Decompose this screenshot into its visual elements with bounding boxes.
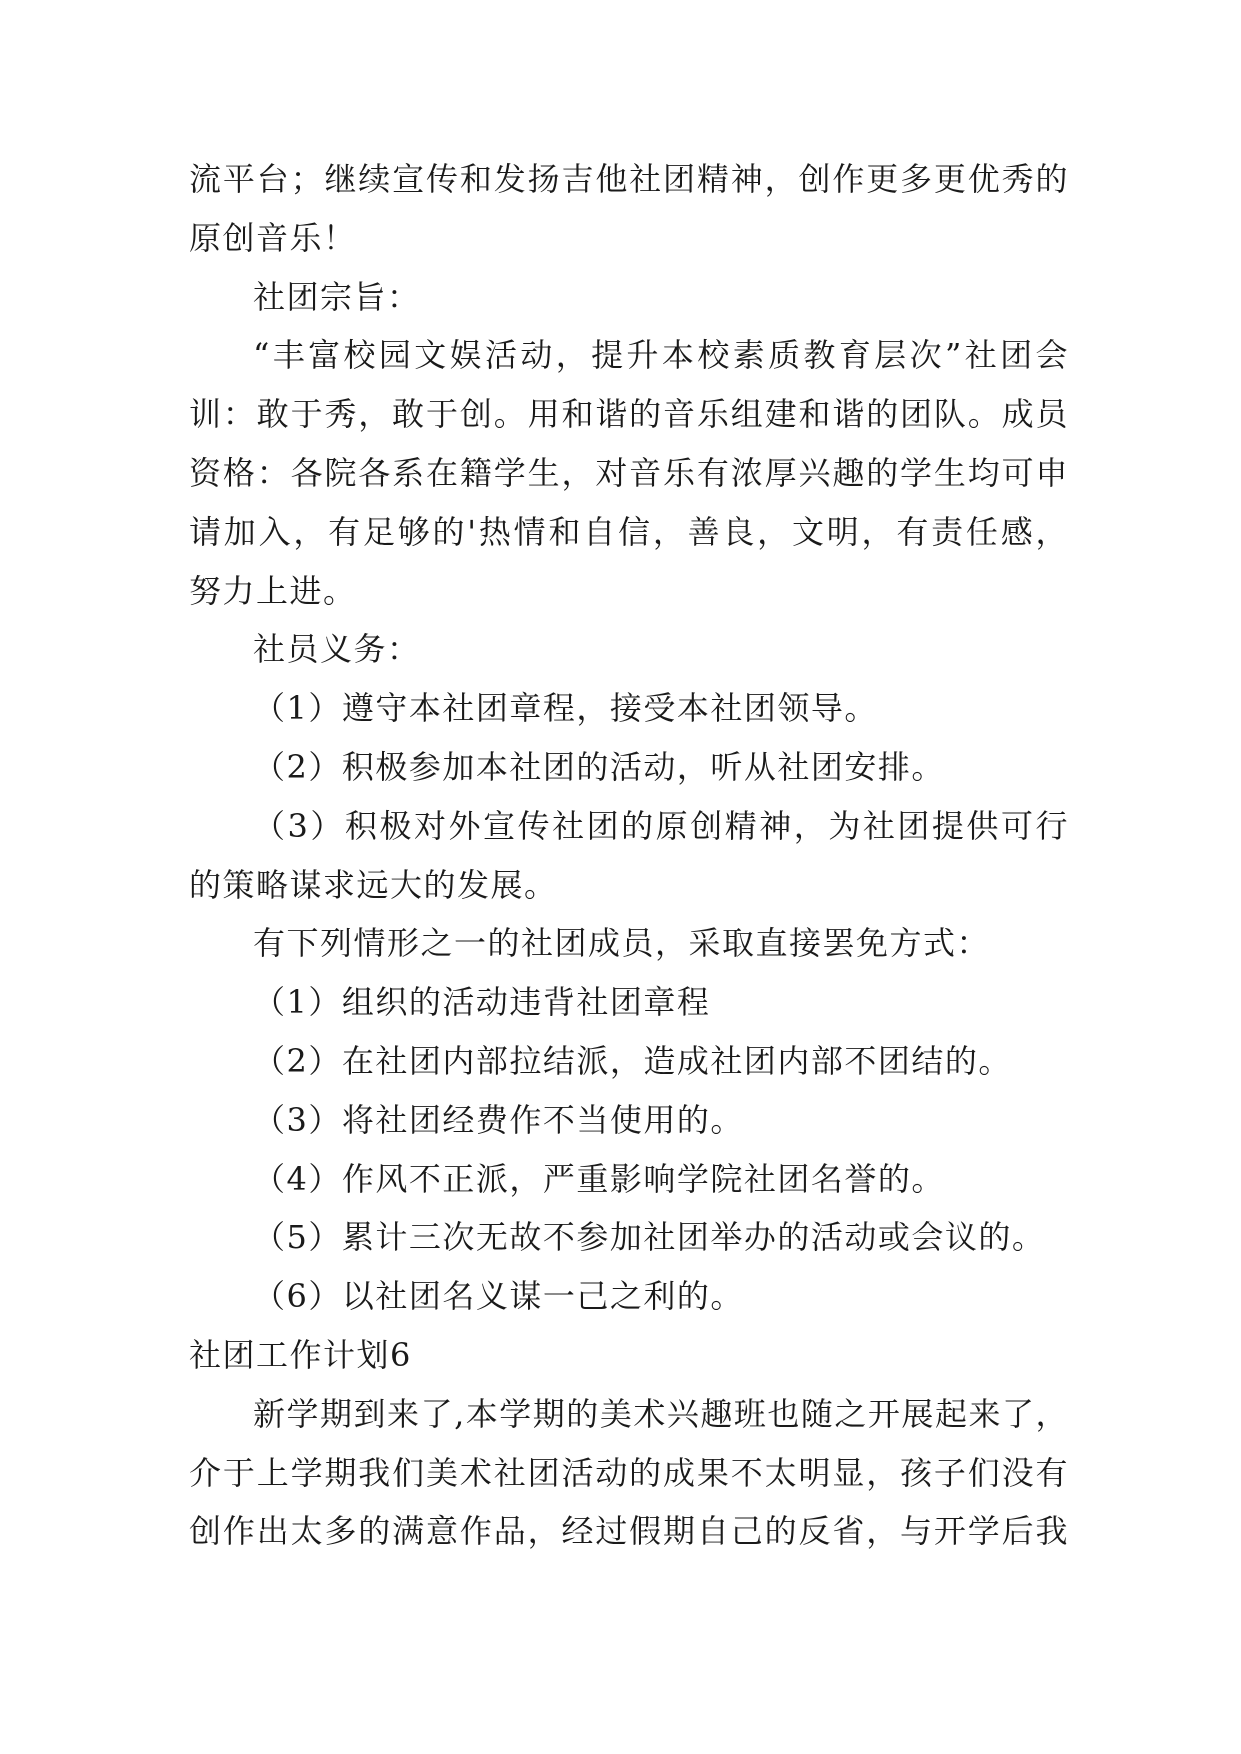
paragraph-line: “丰富校园文娱活动，提升本校素质教育层次”社团会 [253, 336, 1069, 375]
document-body [189, 150, 1069, 1561]
paragraph-line: 的策略谋求远大的发展。 [189, 865, 558, 904]
paragraph-line: 努力上进。 [189, 571, 357, 610]
paragraph-line: 流平台；继续宣传和发扬吉他社团精神，创作更多更优秀的 [189, 160, 1069, 198]
list-item: （1）遵守本社团章程，接受本社团领导。 [253, 689, 878, 728]
list-item: （6）以社团名义谋一己之利的。 [253, 1277, 744, 1316]
paragraph-line: 请加入，有足够的'热情和自信，善良，文明，有责任感， [189, 512, 1069, 551]
list-item: （1）组织的活动违背社团章程 [253, 983, 711, 1022]
paragraph-line: 资格：各院各系在籍学生，对音乐有浓厚兴趣的学生均可申 [189, 453, 1069, 492]
list-item: （2）在社团内部拉结派，造成社团内部不团结的。 [253, 1041, 1012, 1080]
paragraph-line: 新学期到来了,本学期的美术兴趣班也随之开展起来了， [253, 1394, 1069, 1433]
paragraph-line: 原创音乐！ [189, 218, 357, 257]
section-title: 社团工作计划6 [189, 1335, 412, 1374]
paragraph-line: 有下列情形之一的社团成员，采取直接罢免方式： [253, 924, 991, 963]
paragraph-line: 介于上学期我们美术社团活动的成果不太明显，孩子们没有 [189, 1453, 1069, 1492]
section-heading: 社员义务： [253, 630, 421, 669]
list-item: （3）将社团经费作不当使用的。 [253, 1100, 744, 1139]
paragraph-line: 创作出太多的满意作品，经过假期自己的反省，与开学后我 [189, 1512, 1069, 1551]
list-item: （4）作风不正派，严重影响学院社团名誉的。 [253, 1159, 945, 1198]
list-item: （5）累计三次无故不参加社团举办的活动或会议的。 [253, 1218, 1046, 1257]
list-item: （2）积极参加本社团的活动，听从社团安排。 [253, 747, 945, 786]
section-heading: 社团宗旨： [253, 277, 421, 316]
paragraph-line: 训：敢于秀，敢于创。用和谐的音乐组建和谐的团队。成员 [189, 395, 1069, 434]
list-item: （3）积极对外宣传社团的原创精神，为社团提供可行 [253, 806, 1069, 845]
